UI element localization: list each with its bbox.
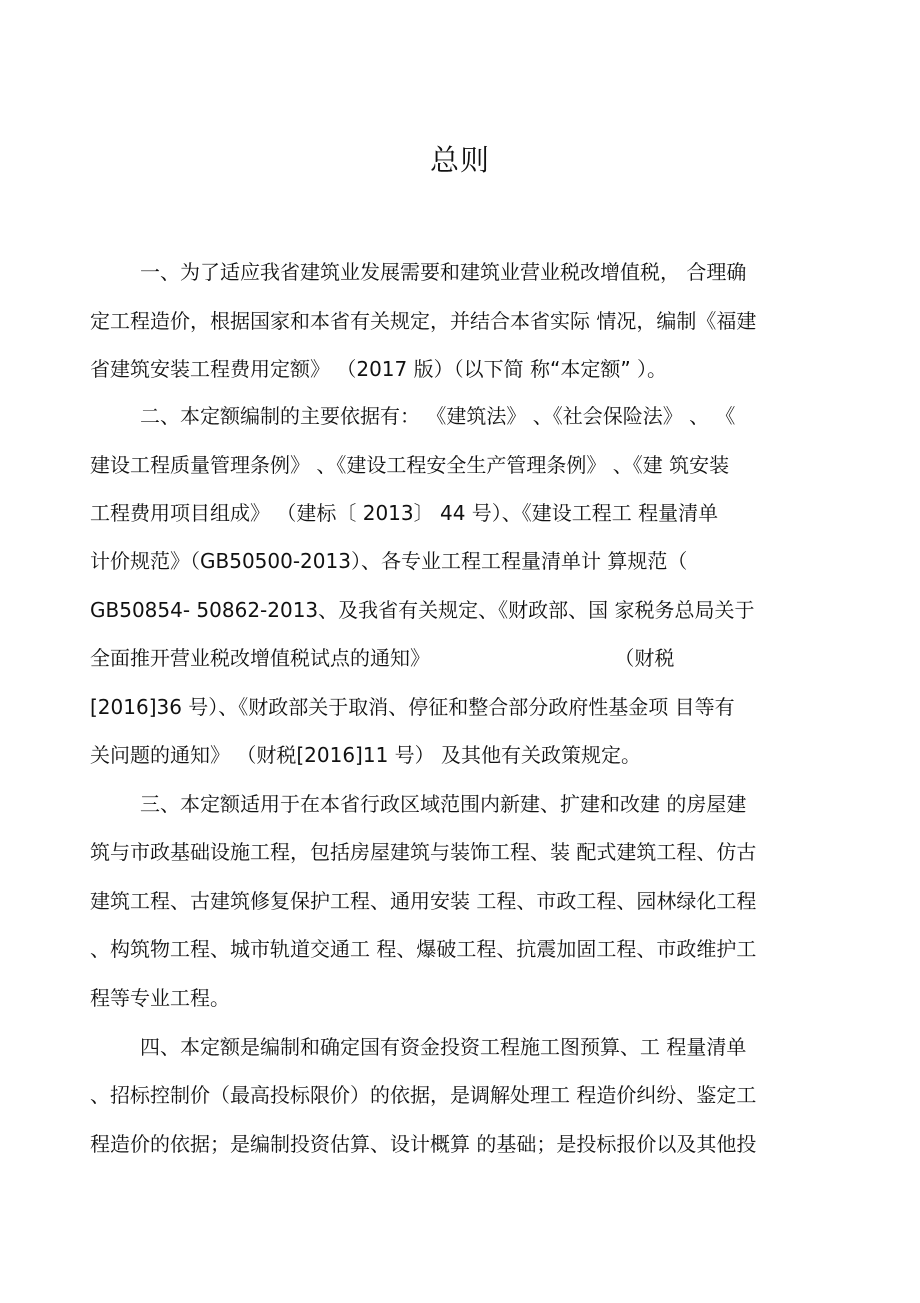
paragraph-2-line-2: 建设工程质量管理条例》 、《建设工程安全生产管理条例》 、《建 筑安装: [90, 453, 730, 477]
paragraph-2-line-4: 计价规范》（GB50500-2013）、各专业工程工程量清单计 算规范（: [90, 549, 688, 573]
paragraph-2-line-8: 关问题的通知》 （财税[2016]11 号） 及其他有关政策规定。: [90, 743, 642, 767]
paragraph-2-line-6: 全面推开营业税改增值税试点的通知》 （财税: [90, 646, 675, 670]
paragraph-1-line-3: 省建筑安装工程费用定额》 （2017 版）（以下简 称“本定额” ）。: [90, 357, 668, 381]
paragraph-4-line-2: 、招标控制价（最高投标限价）的依据，是调解处理工 程造价纠纷、鉴定工: [90, 1083, 757, 1107]
paragraph-1-line-2: 定工程造价，根据国家和本省有关规定，并结合本省实际 情况，编制《福建: [90, 309, 757, 333]
paragraph-2-line-3: 工程费用项目组成》 （建标〔 2013〕 44 号）、《建设工程工 程量清单: [90, 501, 719, 525]
paragraph-4-line-3: 程造价的依据；是编制投资估算、设计概算 的基础；是投标报价以及其他投: [90, 1132, 757, 1156]
paragraph-2-line-1: 二、本定额编制的主要依据有： 《建筑法》 、《社会保险法》 、 《: [140, 404, 736, 428]
paragraph-2-line-7: [2016]36 号）、《财政部关于取消、停征和整合部分政府性基金项 目等有: [90, 695, 735, 719]
paragraph-1-line-1: 一、为了适应我省建筑业发展需要和建筑业营业税改增值税， 合理确: [140, 260, 747, 284]
paragraph-3-line-1: 三、本定额适用于在本省行政区域范围内新建、扩建和改建 的房屋建: [140, 792, 747, 816]
document-title: 总则: [429, 143, 490, 177]
paragraph-3-line-4: 、构筑物工程、城市轨道交通工 程、爆破工程、抗震加固工程、市政维护工: [90, 937, 757, 961]
paragraph-3-line-2: 筑与市政基础设施工程，包括房屋建筑与装饰工程、装 配式建筑工程、仿古: [90, 840, 757, 864]
paragraph-2-line-5: GB50854- 50862-2013、及我省有关规定、《财政部、国 家税务总局关于: [90, 598, 755, 622]
paragraph-3-line-5: 程等专业工程。: [90, 986, 230, 1010]
paragraph-3-line-3: 建筑工程、古建筑修复保护工程、通用安装 工程、市政工程、园林绿化工程: [90, 889, 757, 913]
paragraph-4-line-1: 四、本定额是编制和确定国有资金投资工程施工图预算、工 程量清单: [140, 1035, 747, 1059]
